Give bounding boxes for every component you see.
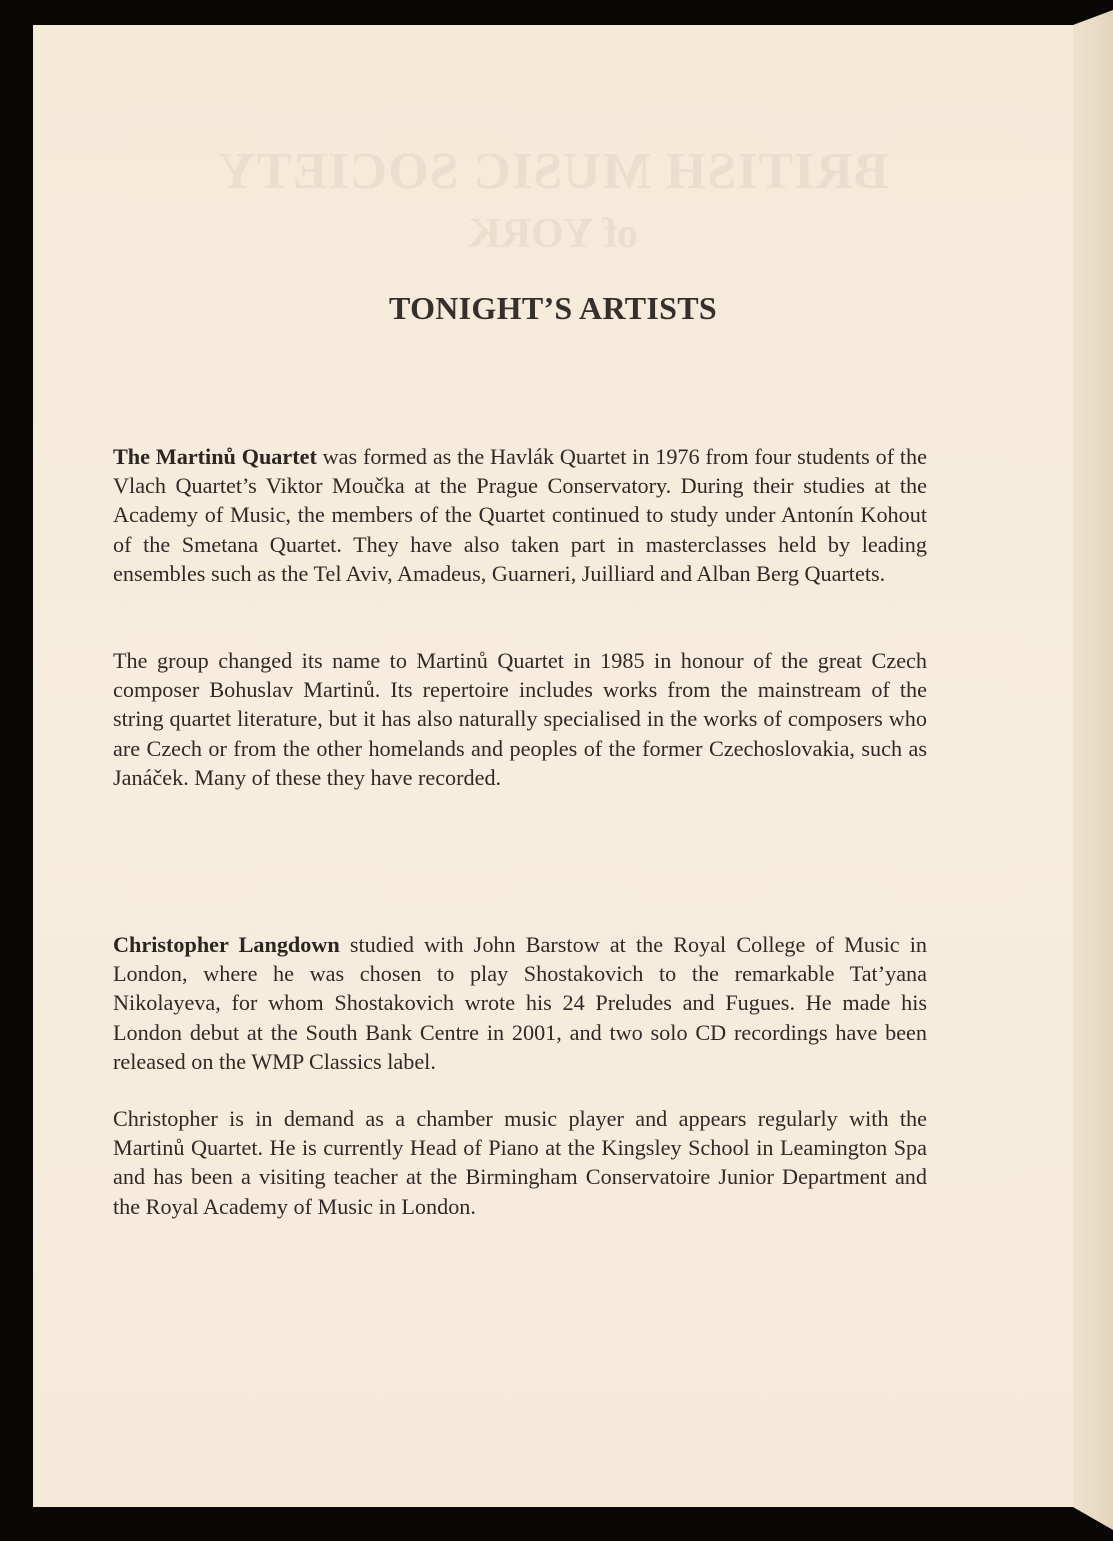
document-page: [33, 25, 1073, 1507]
show-through-line: of YORK: [468, 211, 638, 257]
paragraph-langdown-intro: [113, 930, 927, 1076]
page-edge: [1073, 10, 1113, 1530]
paragraph-text: studied with John Barstow at the Royal College of Music in London, where he was chosen to play Shostakovich to the remarkable Tat’yana Nikolayeva, for whom Shostakovich wrote his 24 Preludes and Fugues. He made his London debut at the South Bank Centre in 2001, and two solo CD recordings have been released on the WMP Classics label.: [113, 932, 927, 1074]
paragraph-martinu-quartet-name: [113, 646, 927, 792]
paragraph-lead: Christopher Langdown: [113, 932, 340, 957]
page-title: TONIGHT’S ARTISTS: [389, 290, 717, 326]
paragraph-langdown-career: [113, 1104, 927, 1221]
paragraph-text: was formed as the Havlák Quartet in 1976 from four students of the Vlach Quartet’s Viktor Moučka at the Prague Conservatory. During their studies at the Academy of Music, the members of the Quartet continued to study under Antonín Kohout of the Smetana Quartet. They have also taken part in masterclasses held by leading ensembles such as the Tel Aviv, Amadeus, Guarneri, Juilliard and Alban Berg Quartets.: [113, 444, 927, 586]
paragraph-lead: The Martinů Quartet: [113, 444, 317, 469]
show-through-line: BRITISH MUSIC SOCIETY: [217, 143, 889, 200]
paragraph-text: Christopher is in demand as a chamber music player and appears regularly with the Martinů Quartet. He is currently Head of Piano at the Kingsley School in Leamington Spa and has been a visiting teacher at the Birmingham Conservatoire Junior Department and the Royal Academy of Music in London.: [113, 1106, 927, 1219]
paragraph-text: The group changed its name to Martinů Quartet in 1985 in honour of the great Czech composer Bohuslav Martinů. Its repertoire includes works from the mainstream of the string quartet literature, but it has also naturally specialised in the works of composers who are Czech or from the other homelands and peoples of the former Czechoslovakia, such as Janáček. Many of these they have recorded.: [113, 648, 927, 790]
paragraph-martinu-quartet-intro: [113, 442, 927, 588]
